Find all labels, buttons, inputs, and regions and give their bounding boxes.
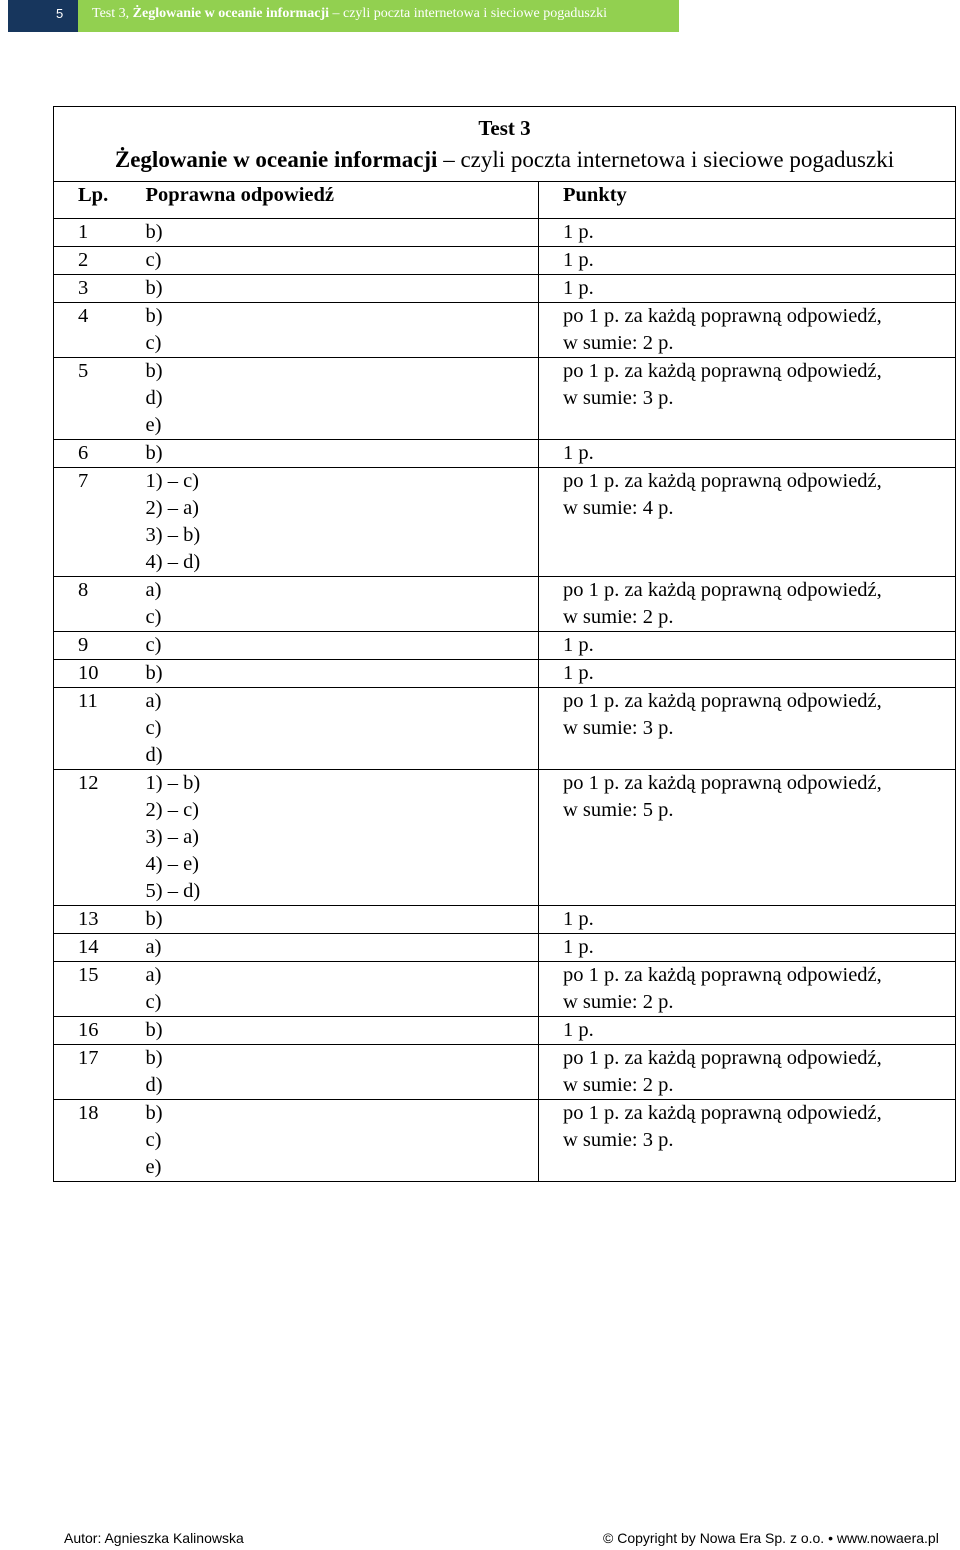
- answer-line: 1) – c): [145, 470, 200, 492]
- answer-line: c): [145, 634, 162, 656]
- table-row: [54, 275, 956, 303]
- points-line: po 1 p. za każdą poprawną odpowiedź,: [563, 305, 882, 327]
- table-header-row: [54, 182, 956, 219]
- row-lp: 17: [54, 1045, 122, 1100]
- row-points: [539, 660, 956, 688]
- answer-line: 5) – d): [145, 880, 201, 902]
- points-line: 1 p.: [563, 662, 594, 684]
- answer-line: a): [145, 579, 162, 601]
- answer-line: b): [145, 1102, 163, 1124]
- answer-line: 1) – b): [145, 772, 201, 794]
- row-lp: 2: [54, 247, 122, 275]
- answer-line: a): [145, 936, 162, 958]
- row-points: [539, 275, 956, 303]
- answer-line: b): [145, 442, 163, 464]
- row-points: [539, 247, 956, 275]
- row-points: [539, 688, 956, 770]
- test-subtitle: [115, 147, 894, 172]
- answer-line: d): [145, 1074, 163, 1096]
- points-line: w sumie: 3 p.: [563, 387, 674, 409]
- answer-line: a): [145, 964, 162, 986]
- answer-line: b): [145, 221, 163, 243]
- points-line: po 1 p. za każdą poprawną odpowiedź,: [563, 964, 882, 986]
- points-line: w sumie: 5 p.: [563, 799, 674, 821]
- row-answers: [122, 632, 539, 660]
- row-lp: 1: [54, 219, 122, 247]
- table-row: [54, 1045, 956, 1100]
- answer-line: b): [145, 305, 163, 327]
- row-points: [539, 906, 956, 934]
- row-points: [539, 934, 956, 962]
- row-answers: [122, 660, 539, 688]
- row-lp: 10: [54, 660, 122, 688]
- row-answers: [122, 906, 539, 934]
- table-row: [54, 934, 956, 962]
- answer-line: b): [145, 908, 163, 930]
- points-line: 1 p.: [563, 634, 594, 656]
- points-line: po 1 p. za każdą poprawną odpowiedź,: [563, 360, 882, 382]
- row-answers: [122, 962, 539, 1017]
- table-title-row: [54, 107, 956, 182]
- row-lp: 4: [54, 303, 122, 358]
- answer-line: 4) – e): [145, 853, 200, 875]
- points-line: w sumie: 2 p.: [563, 332, 674, 354]
- table-row: [54, 906, 956, 934]
- points-line: po 1 p. za każdą poprawną odpowiedź,: [563, 772, 882, 794]
- points-line: w sumie: 3 p.: [563, 1129, 674, 1151]
- row-lp: 14: [54, 934, 122, 962]
- points-line: po 1 p. za każdą poprawną odpowiedź,: [563, 1102, 882, 1124]
- answer-line: b): [145, 1019, 163, 1041]
- row-points: [539, 577, 956, 632]
- table-row: [54, 770, 956, 906]
- row-lp: 5: [54, 358, 122, 440]
- answer-line: 2) – c): [145, 799, 200, 821]
- row-points: [539, 962, 956, 1017]
- points-line: 1 p.: [563, 277, 594, 299]
- test-subtitle-bold: Żeglowanie w oceanie informacji: [114, 147, 438, 172]
- answer-line: e): [145, 414, 162, 436]
- row-points: [539, 303, 956, 358]
- points-line: 1 p.: [563, 442, 594, 464]
- footer-copyright: © Copyright by Nowa Era Sp. z o.o. • www.nowaera.pl: [603, 1530, 939, 1546]
- answer-key-table: [53, 106, 956, 1182]
- row-lp: 15: [54, 962, 122, 1017]
- points-line: 1 p.: [563, 249, 594, 271]
- header-title-rest: – czyli poczta internetowa i sieciowe pogaduszki: [329, 6, 607, 21]
- row-answers: [122, 468, 539, 577]
- table-title-cell: [54, 107, 956, 182]
- row-lp: 3: [54, 275, 122, 303]
- row-answers: [122, 247, 539, 275]
- row-points: [539, 1100, 956, 1182]
- row-points: [539, 1017, 956, 1045]
- points-line: w sumie: 2 p.: [563, 1074, 674, 1096]
- points-line: 1 p.: [563, 936, 594, 958]
- row-points: [539, 770, 956, 906]
- points-line: 1 p.: [563, 221, 594, 243]
- answer-line: b): [145, 360, 163, 382]
- test-subtitle-rest: – czyli poczta internetowa i sieciowe pogaduszki: [437, 147, 895, 172]
- row-points: [539, 468, 956, 577]
- answer-line: d): [145, 744, 163, 766]
- points-line: w sumie: 2 p.: [563, 991, 674, 1013]
- col-header-lp: Lp.: [54, 182, 122, 219]
- answer-line: b): [145, 1047, 163, 1069]
- table-row: [54, 1100, 956, 1182]
- row-answers: [122, 770, 539, 906]
- col-header-points: Punkty: [539, 182, 956, 219]
- answer-line: c): [145, 249, 162, 271]
- table-row: [54, 358, 956, 440]
- points-line: po 1 p. za każdą poprawną odpowiedź,: [563, 690, 882, 712]
- points-line: 1 p.: [563, 1019, 594, 1041]
- row-lp: 7: [54, 468, 122, 577]
- header-title: [78, 0, 679, 32]
- test-label: Test 3: [478, 116, 531, 140]
- row-lp: 9: [54, 632, 122, 660]
- row-lp: 13: [54, 906, 122, 934]
- row-answers: [122, 358, 539, 440]
- row-answers: [122, 577, 539, 632]
- answer-line: 4) – d): [145, 551, 201, 573]
- table-row: [54, 440, 956, 468]
- header-title-prefix: Test 3,: [92, 6, 133, 21]
- table-row: [54, 1017, 956, 1045]
- row-points: [539, 1045, 956, 1100]
- answer-line: e): [145, 1156, 162, 1178]
- table-row: [54, 962, 956, 1017]
- points-line: w sumie: 2 p.: [563, 606, 674, 628]
- answer-line: c): [145, 991, 162, 1013]
- page-header: [8, 0, 679, 32]
- table-row: [54, 577, 956, 632]
- answer-line: b): [145, 662, 163, 684]
- row-lp: 6: [54, 440, 122, 468]
- row-answers: [122, 219, 539, 247]
- answer-line: 3) – a): [145, 826, 200, 848]
- points-line: w sumie: 4 p.: [563, 497, 674, 519]
- table-row: [54, 468, 956, 577]
- row-answers: [122, 1100, 539, 1182]
- answer-line: b): [145, 277, 163, 299]
- row-answers: [122, 1045, 539, 1100]
- points-line: po 1 p. za każdą poprawną odpowiedź,: [563, 470, 882, 492]
- row-lp: 11: [54, 688, 122, 770]
- answer-line: c): [145, 332, 162, 354]
- answer-line: c): [145, 1129, 162, 1151]
- points-line: 1 p.: [563, 908, 594, 930]
- row-points: [539, 632, 956, 660]
- answer-line: a): [145, 690, 162, 712]
- row-answers: [122, 303, 539, 358]
- row-lp: 16: [54, 1017, 122, 1045]
- table-row: [54, 632, 956, 660]
- row-answers: [122, 688, 539, 770]
- answer-line: c): [145, 606, 162, 628]
- row-lp: 8: [54, 577, 122, 632]
- points-line: po 1 p. za każdą poprawną odpowiedź,: [563, 579, 882, 601]
- answer-line: 3) – b): [145, 524, 201, 546]
- row-points: [539, 358, 956, 440]
- table-row: [54, 247, 956, 275]
- page-number: 5: [8, 0, 78, 32]
- row-answers: [122, 275, 539, 303]
- table-row: [54, 303, 956, 358]
- footer-author: Autor: Agnieszka Kalinowska: [64, 1530, 244, 1546]
- col-header-answer: Poprawna odpowiedź: [122, 182, 539, 219]
- answer-line: d): [145, 387, 163, 409]
- row-answers: [122, 440, 539, 468]
- row-lp: 18: [54, 1100, 122, 1182]
- points-line: w sumie: 3 p.: [563, 717, 674, 739]
- table-row: [54, 219, 956, 247]
- row-points: [539, 219, 956, 247]
- table-row: [54, 660, 956, 688]
- row-answers: [122, 934, 539, 962]
- answer-line: c): [145, 717, 162, 739]
- row-lp: 12: [54, 770, 122, 906]
- row-answers: [122, 1017, 539, 1045]
- answer-line: 2) – a): [145, 497, 200, 519]
- header-title-bold: Żeglowanie w oceanie informacji: [132, 6, 329, 21]
- row-points: [539, 440, 956, 468]
- table-row: [54, 688, 956, 770]
- points-line: po 1 p. za każdą poprawną odpowiedź,: [563, 1047, 882, 1069]
